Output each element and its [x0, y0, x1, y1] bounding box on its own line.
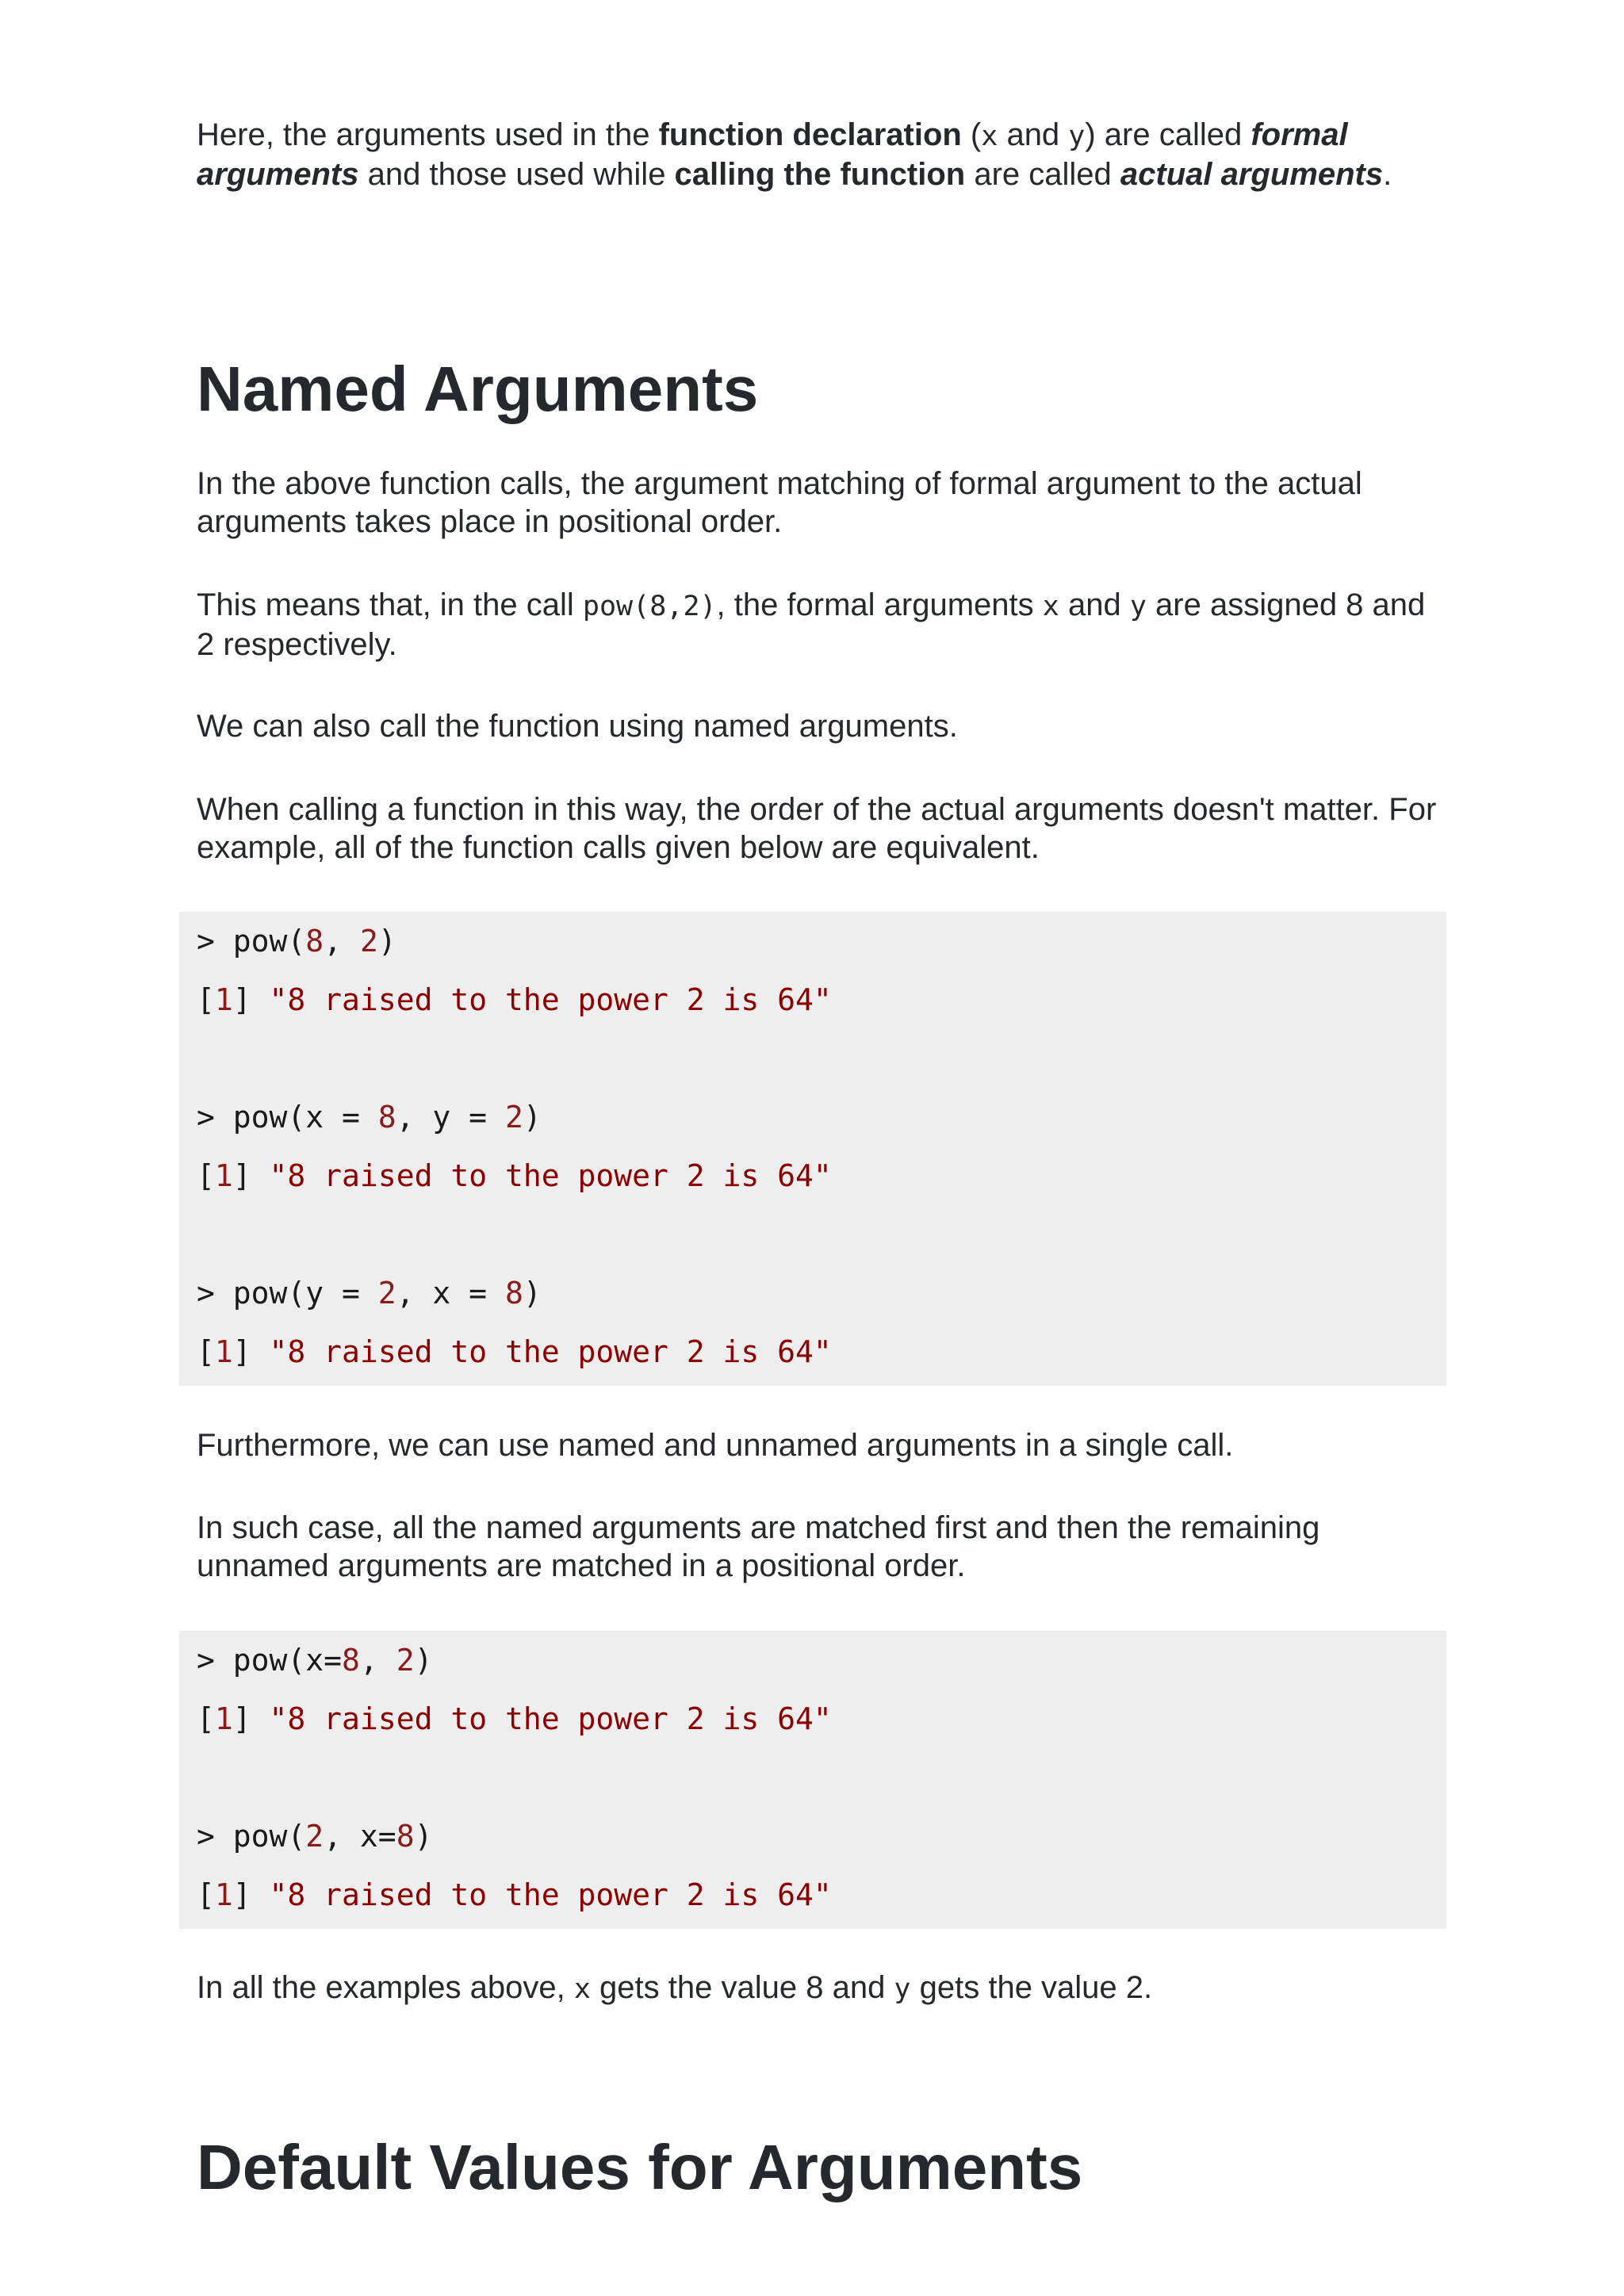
- section-heading-default-values: Default Values for Arguments: [197, 2132, 1083, 2202]
- inline-code: y: [1068, 121, 1086, 152]
- inline-code: y: [894, 1973, 911, 2005]
- code-block: [179, 912, 1446, 1386]
- section-heading-named-arguments: Named Arguments: [197, 354, 759, 424]
- text: and those used while: [358, 157, 675, 192]
- text: ) are called: [1085, 117, 1251, 152]
- code-output-line: [1] "8 raised to the power 2 is 64": [197, 1334, 832, 1369]
- code-output-line: [1] "8 raised to the power 2 is 64": [197, 1158, 832, 1193]
- text: This means that, in the call: [197, 587, 583, 622]
- code-line: > pow(x=8, 2): [197, 1643, 433, 1678]
- bold-text: calling the function: [674, 157, 966, 192]
- bold-italic-text: formal arguments: [197, 117, 1348, 192]
- code-line: > pow(8, 2): [197, 924, 396, 959]
- inline-code: x: [981, 121, 998, 152]
- code-output-line: [1] "8 raised to the power 2 is 64": [197, 1701, 832, 1736]
- code-output-line: [1] "8 raised to the power 2 is 64": [197, 982, 832, 1017]
- paragraph: In such case, all the named arguments are matched first and then the remaining unnamed arguments are matched in a positional order.: [197, 1510, 1320, 1583]
- bold-italic-text: actual arguments: [1120, 157, 1384, 192]
- text: .: [1383, 157, 1392, 192]
- text: gets the value 8 and: [590, 1970, 894, 2005]
- paragraph: Furthermore, we can use named and unnamed arguments in a single call.: [197, 1428, 1234, 1463]
- bold-text: function declaration: [658, 117, 962, 152]
- code-output-line: [1] "8 raised to the power 2 is 64": [197, 1877, 832, 1912]
- text: are assigned 8 and 2 respectively.: [197, 587, 1426, 662]
- code-line: > pow(x = 8, y = 2): [197, 1100, 542, 1135]
- intro-paragraph: [197, 116, 1442, 193]
- paragraph: [197, 586, 1442, 664]
- code-line: > pow(y = 2, x = 8): [197, 1276, 542, 1311]
- inline-code: y: [1129, 591, 1147, 622]
- paragraph: [197, 1969, 1442, 2008]
- text: In all the examples above,: [197, 1970, 574, 2005]
- text: and: [998, 117, 1069, 152]
- inline-code: x: [1042, 591, 1059, 622]
- inline-code: x: [573, 1973, 591, 2005]
- code-block: [179, 1631, 1446, 1929]
- text: Here, the arguments used in the: [197, 117, 659, 152]
- text: (: [961, 117, 982, 152]
- text: gets the value 2.: [910, 1970, 1153, 2005]
- code-line: > pow(2, x=8): [197, 1819, 433, 1854]
- paragraph: When calling a function in this way, the order of the actual arguments doesn't matter. For example, all of the function calls given below are equivalent.: [197, 792, 1437, 865]
- text: and: [1059, 587, 1130, 622]
- inline-code: pow(8,2): [582, 591, 717, 622]
- text: , the formal arguments: [716, 587, 1043, 622]
- text: are called: [965, 157, 1120, 192]
- paragraph: In the above function calls, the argument matching of formal argument to the actual arguments takes place in positional order.: [197, 466, 1362, 539]
- paragraph: We can also call the function using named arguments.: [197, 709, 958, 744]
